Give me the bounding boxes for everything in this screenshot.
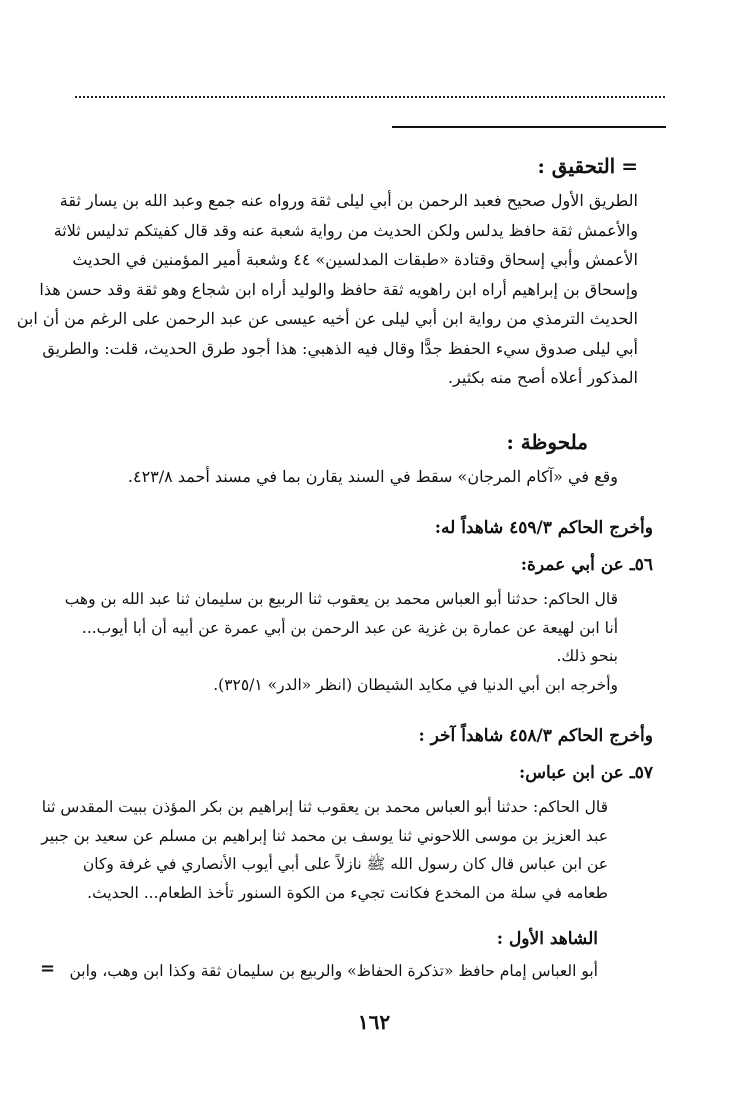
item-line: أبو العباس إمام حافظ «تذكرة الحفاظ» والربيع بن سليمان ثقة وكذا ابن وهب، وابن bbox=[69, 962, 598, 980]
paragraph-line: الحديث الترمذي من رواية ابن أبي ليلى عن أخيه عيسى عن عبد الرحمن على الرغم من أن ابن bbox=[16, 309, 638, 328]
item-line: طعامه في سلة من المخدع فكانت تجيء من الكوة السنور تأخذ الطعام... الحديث. bbox=[87, 883, 608, 902]
item-line: قال الحاكم: حدثنا أبو العباس محمد بن يعقوب ثنا الربيع بن سليمان ثنا عبد الله بن وهب bbox=[64, 590, 618, 608]
item-line: بنحو ذلك. bbox=[556, 647, 618, 665]
note-heading: ملحوظة : bbox=[506, 430, 588, 454]
page-number: ١٦٢ bbox=[357, 1010, 391, 1034]
paragraph-line: والأعمش ثقة حافظ يدلس ولكن الحديث من رواية شعبة عنه وقد قال كفيتكم تدليس ثلاثة bbox=[53, 220, 638, 240]
item-57-body bbox=[41, 793, 608, 907]
paragraph-line: وقع في «آكام المرجان» سقط في السند يقارن بما في مسند أحمد ٤٢٣/٨. bbox=[127, 467, 618, 486]
item-line: عبد العزيز بن موسى اللاحوني ثنا يوسف بن محمد ثنا إبراهيم بن مسلم عن سعيد بن جبير bbox=[41, 826, 608, 845]
tahqiq-paragraph bbox=[16, 186, 638, 393]
first-witness-heading: الشاهد الأول : bbox=[496, 929, 598, 949]
hakim-second-heading: وأخرج الحاكم ٤٥٨/٣ شاهداً آخر : bbox=[418, 726, 653, 746]
item-line: قال الحاكم: حدثنا أبو العباس محمد بن يعقوب ثنا إبراهيم بن بكر المؤذن ببيت المقدس ثنا bbox=[41, 798, 608, 816]
item-line: وأخرجه ابن أبي الدنيا في مكايد الشيطان (انظر «الدر» ٣٢٥/١). bbox=[213, 675, 618, 694]
item-56-body bbox=[64, 585, 618, 699]
tahqiq-heading bbox=[537, 152, 638, 180]
tahqiq-heading-text: التحقيق : bbox=[537, 154, 616, 178]
paragraph-line: الطريق الأول صحيح فعبد الرحمن بن أبي ليلى ثقة ورواه عنه جمع وعبد الله بن يسار ثقة bbox=[59, 191, 638, 210]
continuation-marker: = bbox=[621, 154, 638, 178]
continuation-marker: = bbox=[40, 958, 56, 979]
dotted-divider bbox=[75, 96, 665, 98]
first-witness-body bbox=[63, 957, 598, 986]
hakim-first-heading: وأخرج الحاكم ٤٥٩/٣ شاهداً له: bbox=[434, 518, 653, 538]
item-56-title: ٥٦ـ عن أبي عمرة: bbox=[520, 555, 653, 575]
item-line: عن ابن عباس قال كان رسول الله ﷺ نازلاً على أبي أيوب الأنصاري في غرفة وكان bbox=[82, 855, 608, 873]
note-paragraph bbox=[118, 462, 618, 492]
solid-divider bbox=[392, 126, 666, 128]
item-line: أنا ابن لهيعة عن عمارة بن غزية عن عبد الرحمن بن أبي عمرة عن أبيه أن أبا أيوب... bbox=[81, 618, 618, 637]
item-57-title: ٥٧ـ عن ابن عباس: bbox=[519, 763, 653, 783]
paragraph-line: الأعمش وأبي إسحاق وقتادة «طبقات المدلسين» ٤٤ وشعبة أمير المؤمنين في الحديث bbox=[72, 250, 638, 269]
paragraph-line: وإسحاق بن إبراهيم أراه ابن راهويه ثقة حافظ والوليد أراه ابن شجاع وهو ثقة وقد حسن هذا bbox=[39, 279, 638, 299]
paragraph-line: أبي ليلى صدوق سيء الحفظ جدًّا وقال فيه الذهبي: هذا أجود طرق الحديث، قلت: والطريق bbox=[42, 338, 638, 358]
paragraph-line: المذكور أعلاه أصح منه بكثير. bbox=[447, 368, 638, 387]
